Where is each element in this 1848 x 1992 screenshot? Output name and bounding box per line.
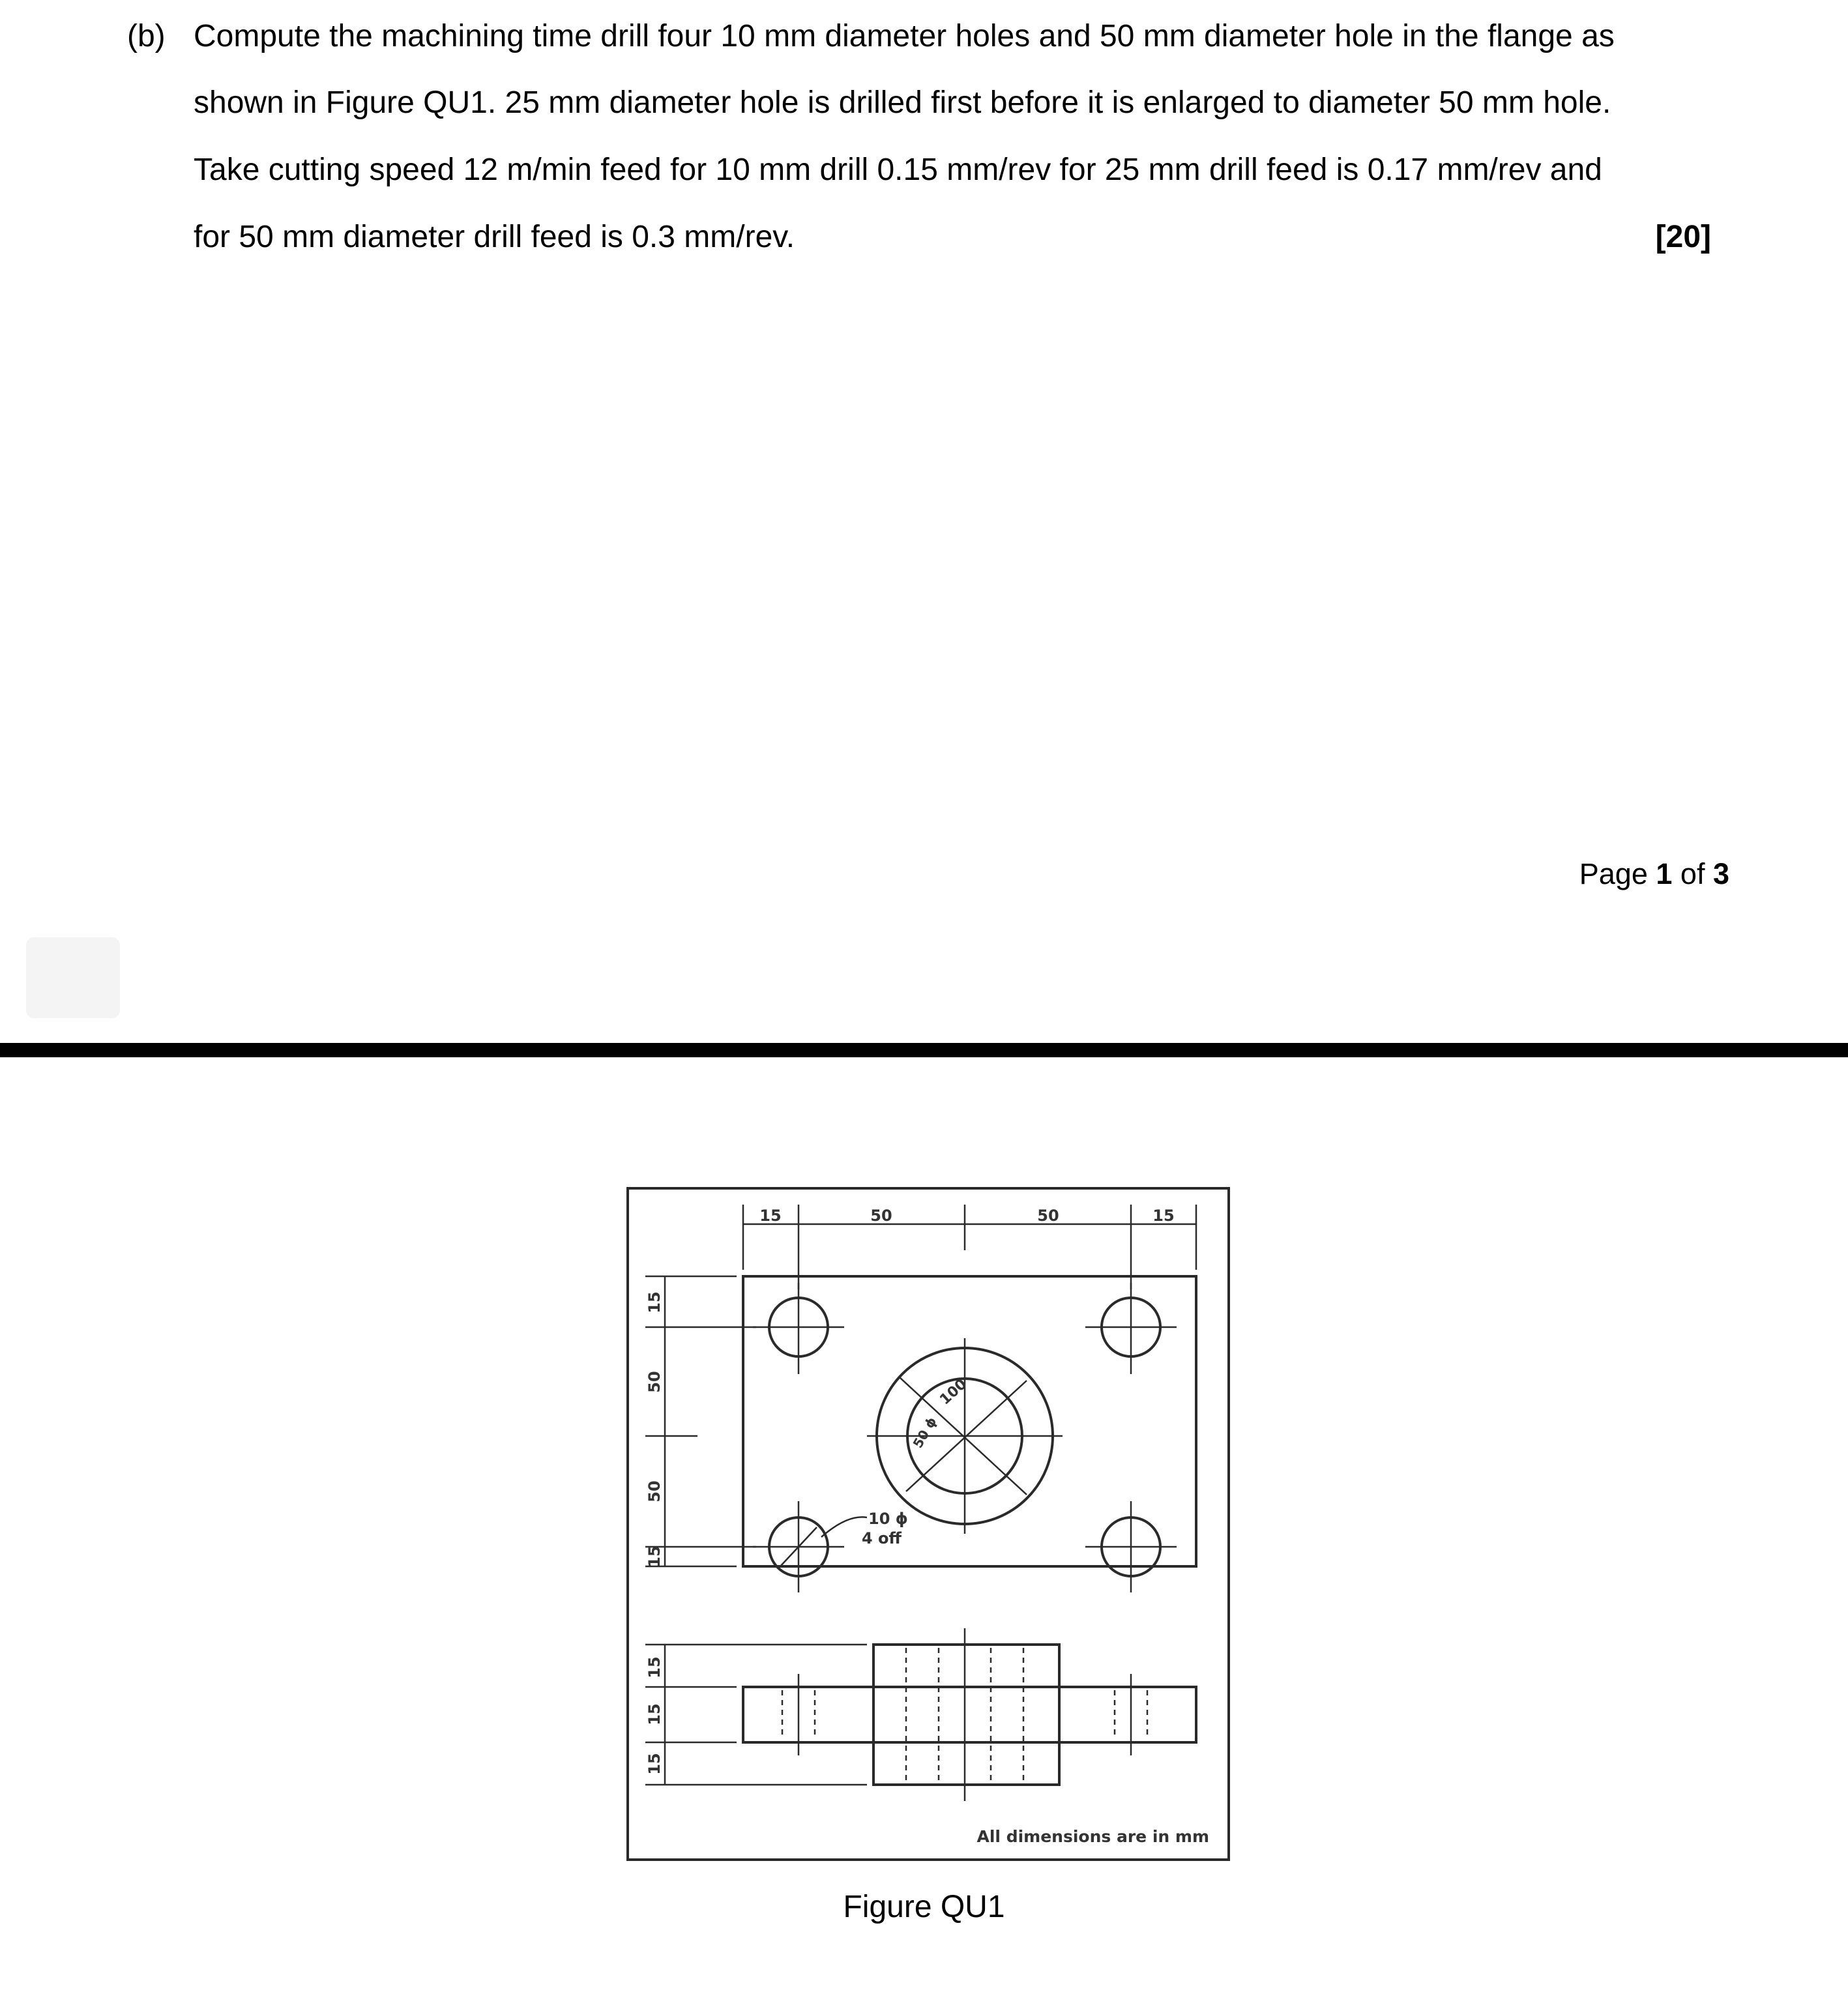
dim-left-3: 50 bbox=[645, 1480, 664, 1502]
question-marks: [20] bbox=[1655, 220, 1711, 254]
page-of: of bbox=[1680, 857, 1705, 890]
dim-top-4: 15 bbox=[1152, 1207, 1175, 1225]
figure-caption: Figure QU1 bbox=[843, 1890, 1005, 1924]
dim-left-2: 50 bbox=[645, 1371, 664, 1393]
page-separator bbox=[0, 1043, 1848, 1057]
hole-note-line2: 4 off bbox=[862, 1529, 902, 1547]
side-view-plate bbox=[743, 1687, 1196, 1742]
question-line-1: Compute the machining time drill four 10 mm diameter holes and 50 mm diameter hole in the flange as bbox=[194, 19, 1615, 53]
question-line-2: shown in Figure QU1. 25 mm diameter hole is drilled first before it is enlarged to diameter 50 mm hole. bbox=[194, 85, 1611, 120]
center-dim-outer: 100 bbox=[937, 1376, 971, 1409]
dim-top-1: 15 bbox=[759, 1207, 782, 1225]
figure-qu1-drawing bbox=[626, 1185, 1232, 1863]
flange-drawing-svg bbox=[626, 1185, 1232, 1863]
hole-note-line1: 10 ϕ bbox=[868, 1510, 908, 1528]
dim-side-2: 15 bbox=[645, 1703, 664, 1725]
center-dim-inner: 50 ϕ bbox=[909, 1414, 940, 1451]
dim-left-1: 15 bbox=[645, 1291, 664, 1313]
dim-top-2: 50 bbox=[870, 1207, 892, 1225]
question-label: (b) bbox=[127, 19, 166, 53]
side-thumbnail-placeholder[interactable] bbox=[26, 937, 120, 1018]
page-current: 1 bbox=[1656, 857, 1673, 890]
side-view-boss bbox=[873, 1645, 1059, 1785]
dim-side-1: 15 bbox=[645, 1656, 664, 1678]
dim-side-3: 15 bbox=[645, 1753, 664, 1775]
question-line-4: for 50 mm diameter drill feed is 0.3 mm/rev. bbox=[194, 220, 795, 254]
page-word: Page bbox=[1579, 857, 1648, 890]
page-total: 3 bbox=[1712, 857, 1729, 890]
figure-frame bbox=[628, 1188, 1229, 1860]
page-number bbox=[1579, 857, 1729, 891]
dimension-note: All dimensions are in mm bbox=[976, 1827, 1209, 1846]
dim-left-4: 15 bbox=[645, 1545, 664, 1568]
dim-top-3: 50 bbox=[1037, 1207, 1059, 1225]
question-line-3: Take cutting speed 12 m/min feed for 10 mm drill 0.15 mm/rev for 25 mm drill feed is 0.17 mm/rev and bbox=[194, 153, 1602, 187]
